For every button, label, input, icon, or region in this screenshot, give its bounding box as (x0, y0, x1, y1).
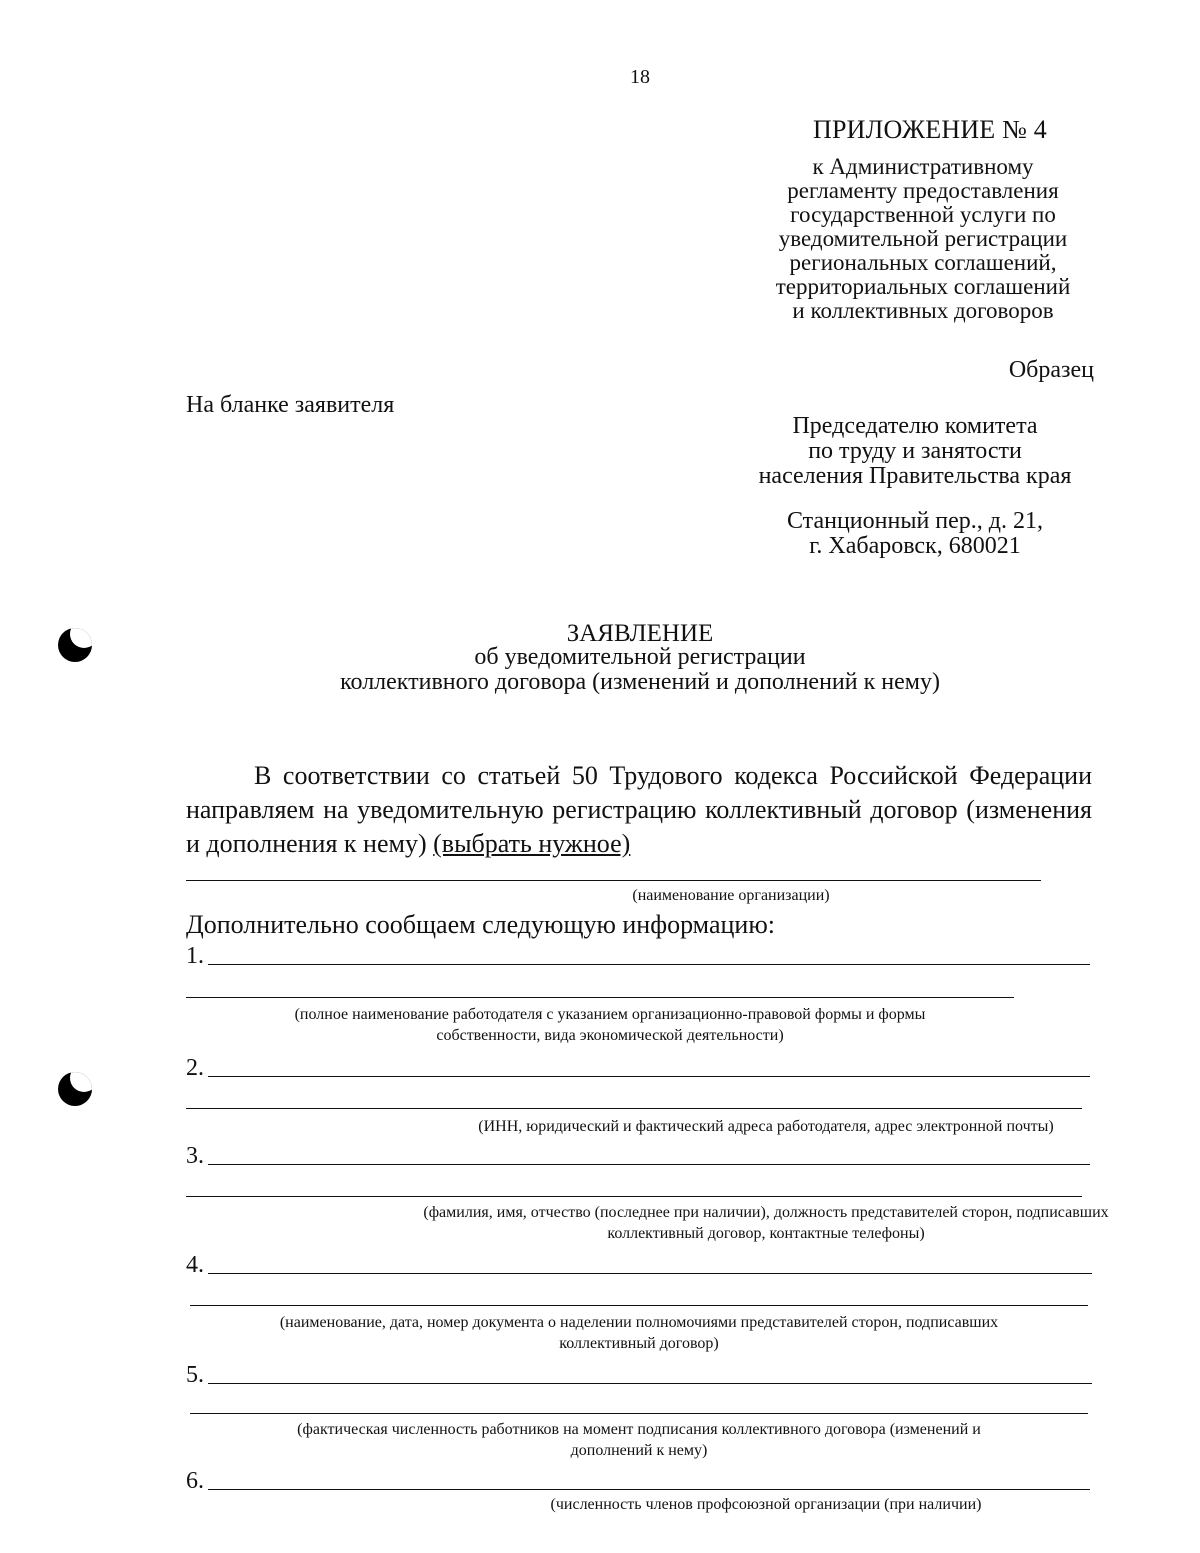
item-number: 3. (186, 1143, 204, 1169)
appendix-line: региональных соглашений, (789, 250, 1057, 275)
hole-punch-mark-icon (58, 628, 92, 662)
organization-name-field[interactable] (186, 880, 1041, 881)
address-line: г. Хабаровск, 680021 (809, 533, 1021, 559)
caption-line: (полное наименование работодателя с указанием организационно-правовой формы и формы (294, 1006, 926, 1023)
item-1-caption (186, 1004, 1034, 1046)
caption-line: (ИНН, юридический и фактический адреса работодателя, адрес электронной почты) (478, 1118, 1054, 1135)
appendix-line: государственной услуги по (790, 202, 1056, 227)
appendix-reference (732, 155, 1114, 323)
additional-info-heading: Дополнительно сообщаем следующую информацию: (186, 910, 775, 939)
hole-punch-mark-icon (58, 1072, 92, 1106)
caption-line: (фактическая численность работников на момент подписания коллективного договора (изменений и (297, 1421, 981, 1438)
addressee-address (760, 509, 1070, 559)
appendix-line: территориальных соглашений (775, 274, 1071, 299)
appendix-line: регламенту предоставления (787, 178, 1059, 203)
address-line: Станционный пер., д. 21, (786, 508, 1044, 534)
caption-line: коллективный договор, контактные телефоны) (607, 1225, 925, 1242)
item-number: 6. (186, 1468, 204, 1494)
item-6-field[interactable] (208, 1489, 1090, 1490)
intro-text: В соответствии со статьей 50 Трудового кодекса Российской Федерации направляем на уведомительную регистрацию коллективный договор (изменения и дополнения к нему) (186, 761, 1092, 858)
subtitle-line: об уведомительной регистрации (474, 644, 806, 670)
caption-line: (численность членов профсоюзной организации (при наличии) (550, 1496, 982, 1513)
item-4-caption (190, 1312, 1088, 1354)
caption-line: (фамилия, имя, отчество (последнее при наличии), должность представителей сторон, подписавших (423, 1204, 1109, 1221)
document-title: ЗАЯВЛЕНИЕ (566, 620, 714, 647)
item-number: 1. (186, 943, 204, 969)
item-2-field[interactable] (208, 1076, 1090, 1077)
item-3-field[interactable] (208, 1164, 1090, 1165)
appendix-line: к Административному (812, 154, 1034, 179)
item-5-field[interactable] (208, 1383, 1092, 1384)
caption-line: собственности, вида экономической деятельности) (436, 1027, 784, 1044)
page-number: 18 (630, 66, 650, 88)
item-5-field-continuation[interactable] (190, 1413, 1088, 1414)
appendix-line: и коллективных договоров (792, 298, 1054, 323)
caption-line: (наименование, дата, номер документа о наделении полномочиями представителей сторон, подписавших (279, 1314, 999, 1331)
item-number: 4. (186, 1252, 204, 1278)
item-number: 2. (186, 1055, 204, 1081)
item-1-field[interactable] (208, 964, 1090, 965)
addressee-line: населения Правительства края (758, 463, 1072, 489)
sample-label: Образец (1008, 357, 1094, 383)
item-5-caption (190, 1419, 1088, 1461)
item-4-field-continuation[interactable] (190, 1305, 1088, 1306)
choose-note: (выбрать нужное) (433, 829, 631, 858)
item-number: 5. (186, 1362, 204, 1388)
document-subtitle (290, 645, 990, 695)
appendix-line: уведомительной регистрации (778, 226, 1068, 251)
letterhead-note: На бланке заявителя (186, 392, 395, 418)
intro-paragraph (186, 759, 1092, 861)
item-1-field-continuation[interactable] (186, 997, 1014, 998)
addressee-line: Председателю комитета (792, 413, 1038, 439)
item-2-field-continuation[interactable] (186, 1108, 1082, 1109)
item-3-caption (186, 1202, 1200, 1244)
caption-line: коллективный договор) (559, 1335, 719, 1352)
subtitle-line: коллективного договора (изменений и дополнений к нему) (340, 669, 940, 695)
organization-name-caption: (наименование организации) (632, 887, 830, 904)
appendix-title: ПРИЛОЖЕНИЕ № 4 (813, 115, 1047, 144)
item-3-field-continuation[interactable] (186, 1196, 1082, 1197)
addressee (730, 414, 1100, 489)
item-6-caption (186, 1494, 1200, 1515)
addressee-line: по труду и занятости (808, 438, 1022, 464)
item-4-field[interactable] (208, 1273, 1092, 1274)
caption-line: дополнений к нему) (570, 1442, 708, 1459)
item-2-caption (186, 1116, 1200, 1137)
